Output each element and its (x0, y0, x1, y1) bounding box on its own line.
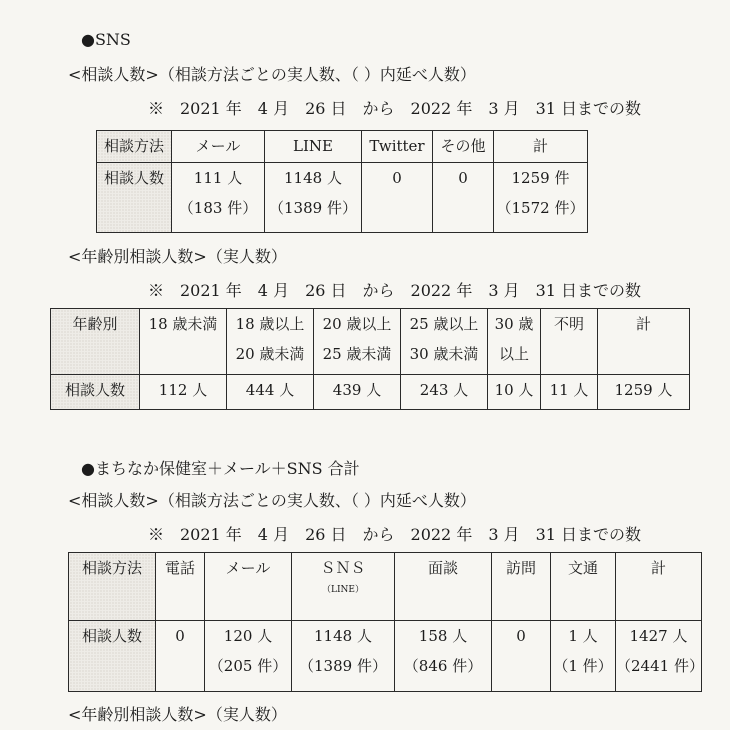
table-header-cell: 文通 (551, 553, 616, 621)
table-cell: 11 人 (541, 375, 598, 410)
table-cell: 0 (492, 621, 551, 692)
table-cell: 112 人 (140, 375, 227, 410)
table-header-cell: 計 (598, 309, 690, 375)
section-subheading: <年齢別相談人数>（実人数） (68, 705, 287, 724)
period-note: ※ 2021 年 4 月 26 日 から 2022 年 3 月 31 日までの数 (148, 525, 642, 544)
table-cell: 444 人 (227, 375, 314, 410)
table-header-cell: 20 歳以上 25 歳未満 (314, 309, 401, 375)
section-subheading: <相談人数>（相談方法ごとの実人数、（ ）内延べ人数） (68, 65, 476, 84)
table-header-cell: 30 歳 以上 (488, 309, 541, 375)
table-header-cell: 電話 (156, 553, 205, 621)
table-header-cell: メール (205, 553, 292, 621)
table-header-cell: 訪問 (492, 553, 551, 621)
section-heading-sns: ●SNS (81, 30, 131, 49)
table-header-cell: 25 歳以上 30 歳未満 (401, 309, 488, 375)
age-consultation-table (50, 308, 690, 410)
table-header-cell: 年齢別 (51, 309, 140, 375)
table-cell: 0 (362, 163, 433, 233)
table-header-cell: 面談 (395, 553, 492, 621)
table-cell: 1148 人 （1389 件） (292, 621, 395, 692)
table-header-cell: Twitter (362, 131, 433, 163)
combined-consultation-table (68, 552, 702, 692)
table-cell: 0 (433, 163, 494, 233)
period-note: ※ 2021 年 4 月 26 日 から 2022 年 3 月 31 日までの数 (148, 281, 642, 300)
section-heading-combined: ●まちなか保健室＋メール＋SNS 合計 (81, 459, 360, 478)
table-header-cell: 不明 (541, 309, 598, 375)
table-header-cell: 計 (494, 131, 588, 163)
section-subheading: <年齢別相談人数>（実人数） (68, 247, 287, 266)
row-label: 相談人数 (51, 375, 140, 410)
table-cell: 1 人 （1 件） (551, 621, 616, 692)
table-header-cell: ＳＮＳ （LINE） (292, 553, 395, 621)
table-cell: 243 人 (401, 375, 488, 410)
period-note: ※ 2021 年 4 月 26 日 から 2022 年 3 月 31 日までの数 (148, 99, 642, 118)
section-subheading: <相談人数>（相談方法ごとの実人数、（ ）内延べ人数） (68, 491, 476, 510)
sns-consultation-table (96, 130, 588, 233)
table-header-cell: 18 歳未満 (140, 309, 227, 375)
table-header-cell: 18 歳以上 20 歳未満 (227, 309, 314, 375)
table-cell: 1427 人 （2441 件） (616, 621, 702, 692)
table-header-cell: 相談方法 (97, 131, 172, 163)
table-cell: 158 人 （846 件） (395, 621, 492, 692)
table-cell: 1259 件 （1572 件） (494, 163, 588, 233)
table-header-cell: LINE (265, 131, 362, 163)
table-cell: 0 (156, 621, 205, 692)
table-cell: 111 人 （183 件） (172, 163, 265, 233)
table-cell: 10 人 (488, 375, 541, 410)
table-cell: 120 人 （205 件） (205, 621, 292, 692)
table-cell: 1148 人 （1389 件） (265, 163, 362, 233)
table-header-cell: メール (172, 131, 265, 163)
table-cell: 1259 人 (598, 375, 690, 410)
table-header-cell: 計 (616, 553, 702, 621)
table-header-cell: その他 (433, 131, 494, 163)
row-label: 相談人数 (97, 163, 172, 233)
table-cell: 439 人 (314, 375, 401, 410)
row-label: 相談人数 (69, 621, 156, 692)
table-header-cell: 相談方法 (69, 553, 156, 621)
